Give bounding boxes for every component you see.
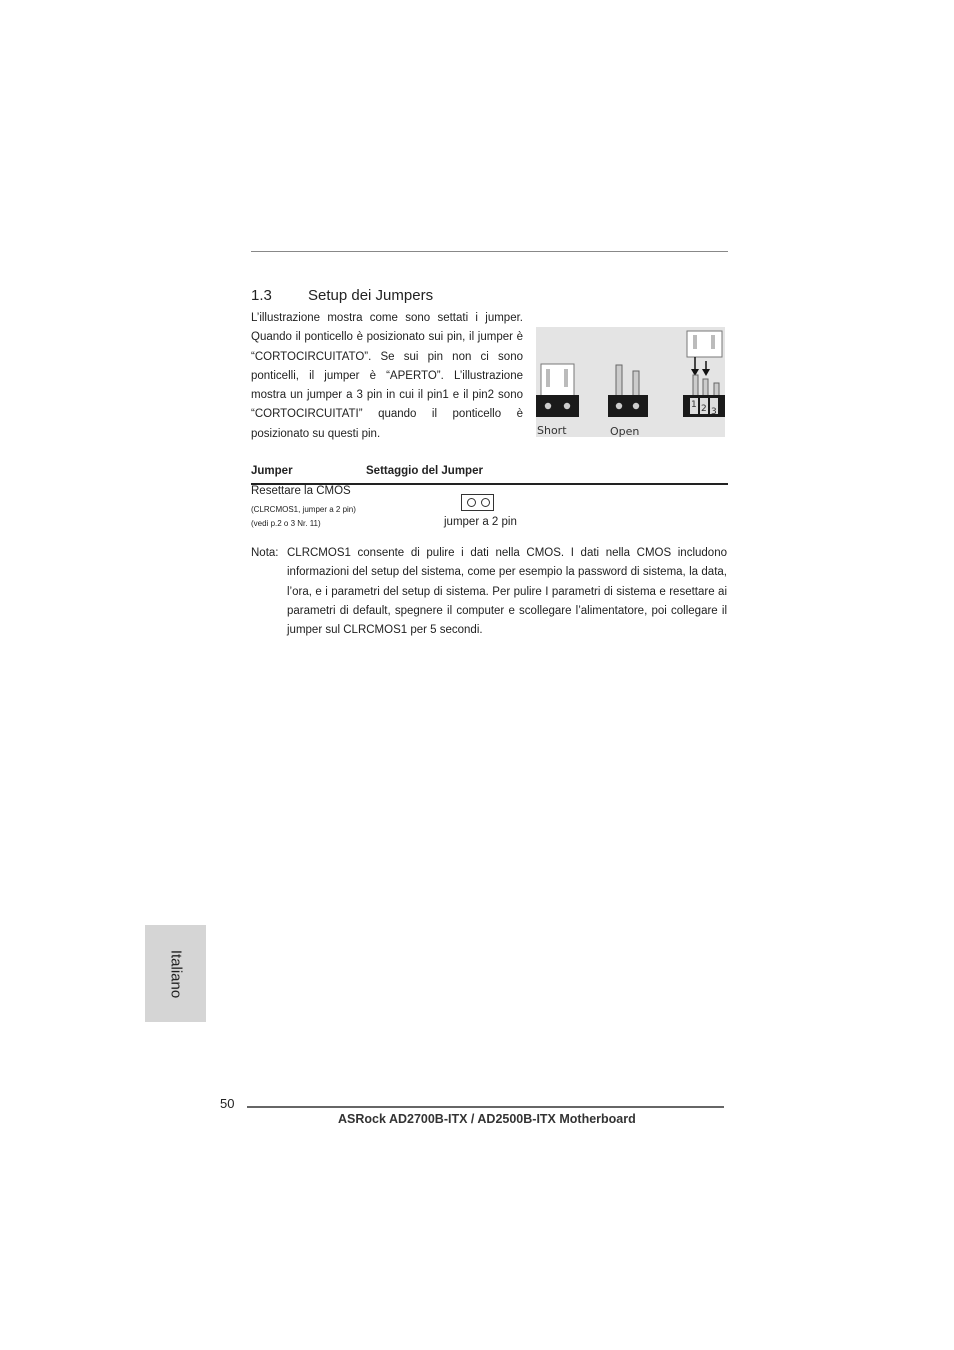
- note-text: CLRCMOS1 consente di pulire i dati nella CMOS. I dati nella CMOS includono informazioni del setup del sistema, come per esempio la password di sistema, la data, l’ora, e i parametri del setup di sistema. Per pulire I parametri di sistema e resettare ai parametri di default, spegnere il computer e scollegare l’alimentatore, poi collegare il jumper sul CLRCMOS1 per 5 secondi.: [287, 547, 727, 637]
- pin-circle-icon: [481, 498, 490, 507]
- note-block: [251, 544, 727, 640]
- jumper-diagram: [536, 327, 725, 437]
- section-heading: Setup dei Jumpers: [308, 287, 434, 304]
- intro-paragraph: [251, 309, 523, 444]
- header-setting: Settaggio del Jumper: [366, 465, 483, 477]
- language-tab-label: Italiano: [167, 949, 184, 998]
- row-jumper-setting: jumper a 2 pin: [444, 516, 517, 528]
- page-number: 50: [220, 1096, 235, 1111]
- jumper-table-header: [251, 465, 728, 485]
- intro-text: L’illustrazione mostra come sono settati i jumper. Quando il ponticello è posizionato sui pin, il jumper è “CORTOCIRCUITATO”. Se sui pin non ci sono ponticelli, il jumper è “APERTO”. L’illustrazione mostra un jumper a 3 pin in cui il pin1 e il pin2 sono “CORTOCIRCUITATI” quando il ponticello è posizionato su questi pin.: [251, 312, 523, 440]
- pin-number-3: 3: [711, 407, 717, 417]
- pin-number-2: 2: [701, 404, 707, 414]
- section-number: 1.3: [251, 287, 272, 304]
- jumper-illustration: [536, 327, 725, 437]
- short-jumper-drawing: [536, 364, 579, 417]
- header-rule: [251, 251, 728, 252]
- pin-number-1: 1: [691, 400, 697, 410]
- footer-product: ASRock AD2700B-ITX / AD2500B-ITX Motherboard: [338, 1112, 636, 1126]
- note-label: Nota:: [251, 547, 279, 559]
- header-jumper: Jumper: [251, 465, 293, 477]
- open-label: Open: [610, 425, 640, 438]
- open-jumper-drawing: [608, 365, 648, 417]
- row-jumper-detail: (CLRCMOS1, jumper a 2 pin): [251, 505, 356, 514]
- two-pin-jumper-icon: [461, 494, 494, 511]
- pin-circle-icon: [467, 498, 476, 507]
- language-tab: [145, 925, 206, 1022]
- short-label: Short: [537, 424, 567, 437]
- footer-rule: [247, 1106, 724, 1108]
- row-jumper-name: Resettare la CMOS: [251, 485, 351, 497]
- section-title: [251, 287, 433, 304]
- row-jumper-reference: (vedi p.2 o 3 Nr. 11): [251, 519, 321, 528]
